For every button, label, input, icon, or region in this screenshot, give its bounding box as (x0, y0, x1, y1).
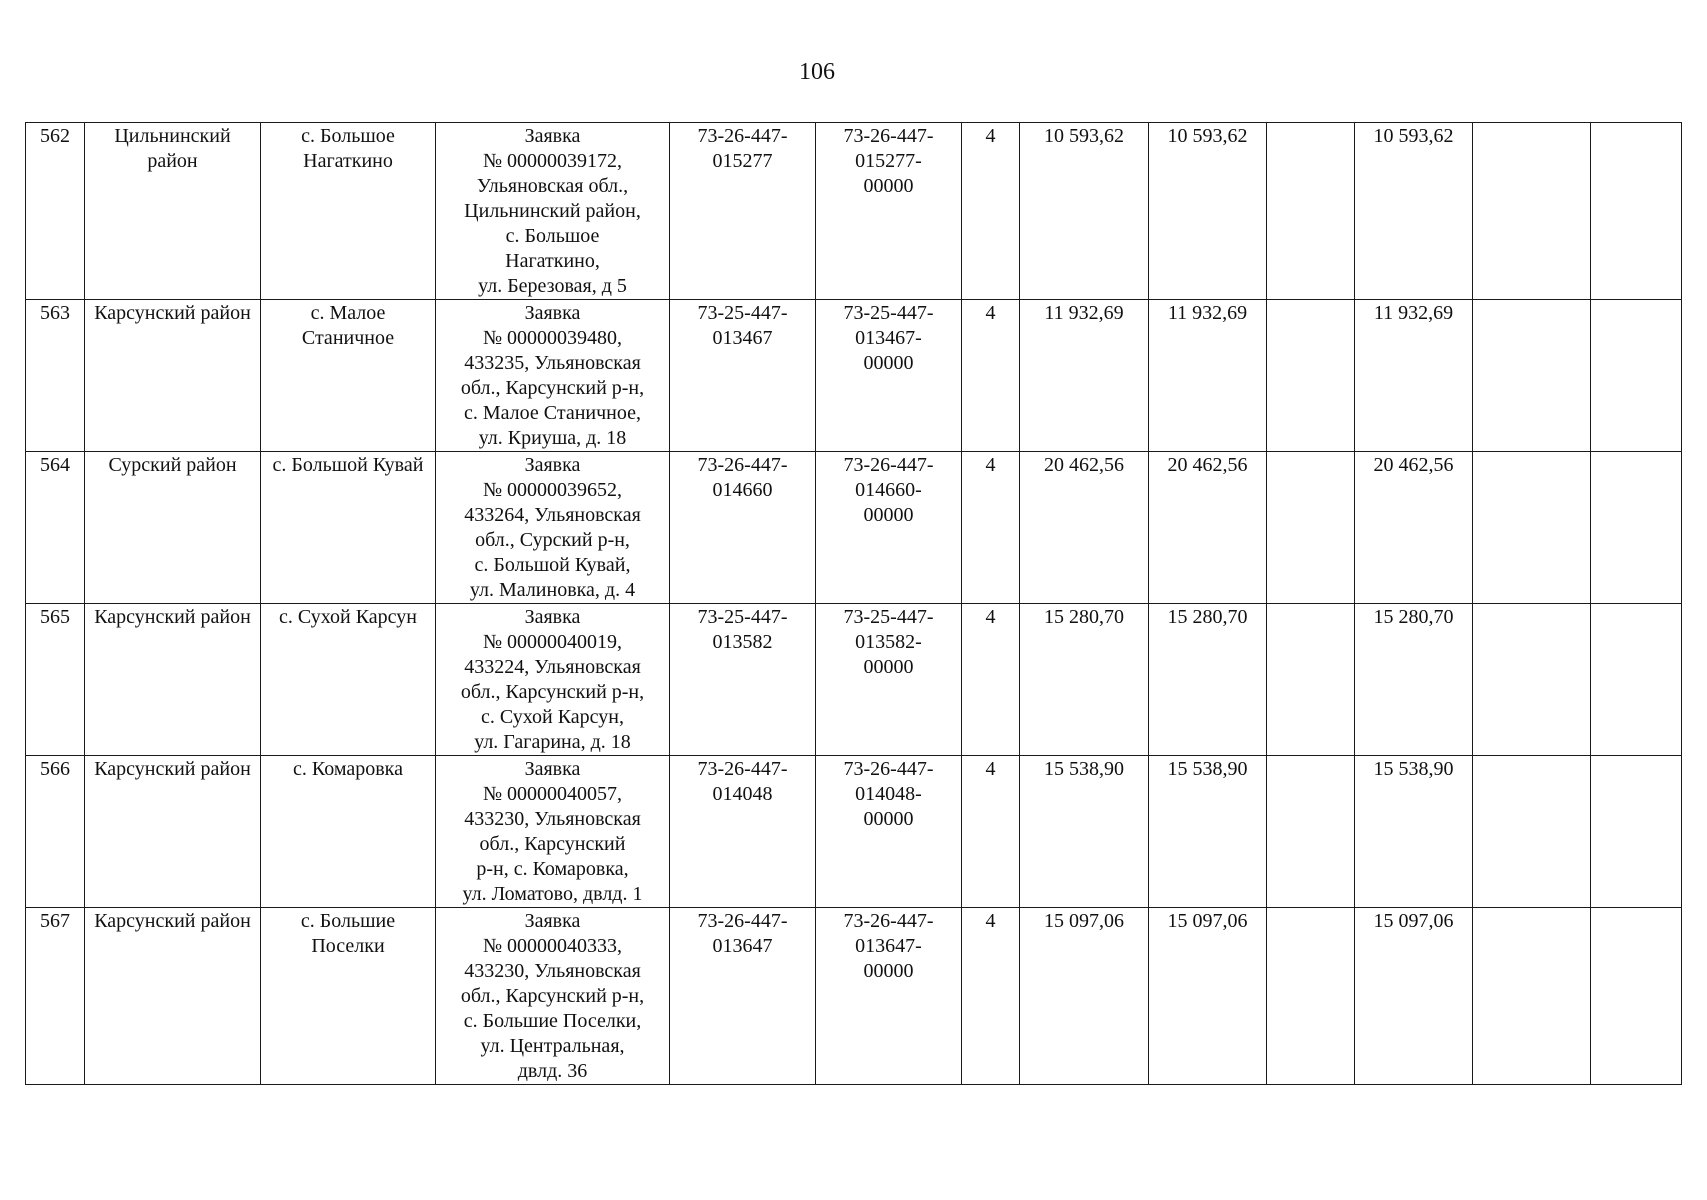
application-line: ул. Гагарина, д. 18 (474, 731, 631, 753)
table-row (26, 908, 1682, 1085)
amount-2-cell: 11 932,69 (1149, 300, 1267, 452)
code-full-line: 013582- (855, 631, 922, 653)
code-cell (670, 123, 816, 300)
application-line: № 00000040333, (482, 935, 623, 957)
code-line: 013582 (712, 631, 773, 653)
application-line: Заявка (524, 454, 581, 476)
settlement-cell: с. Большие Поселки (261, 908, 436, 1085)
amount-1-cell: 15 280,70 (1020, 604, 1149, 756)
code-cell (670, 604, 816, 756)
amount-1-cell: 11 932,69 (1020, 300, 1149, 452)
application-line: с. Большие Поселки, (463, 1010, 642, 1032)
amount-3-cell (1267, 908, 1355, 1085)
extra-2-cell (1591, 123, 1682, 300)
quantity-cell: 4 (962, 908, 1020, 1085)
amount-3-cell (1267, 604, 1355, 756)
code-full-line: 014048- (855, 783, 922, 805)
application-line: 433235, Ульяновская (464, 352, 641, 374)
application-line: № 00000040019, (482, 631, 623, 653)
code-line: 015277 (712, 150, 773, 172)
code-full-line: 00000 (863, 352, 914, 374)
application-line: двлд. 36 (517, 1060, 588, 1082)
amount-1-cell: 20 462,56 (1020, 452, 1149, 604)
row-number: 565 (26, 604, 85, 756)
amount-4-cell: 15 538,90 (1355, 756, 1473, 908)
application-line: обл., Карсунский р-н, (460, 681, 645, 703)
settlement-cell: с. Комаровка (261, 756, 436, 908)
application-line: обл., Карсунский р-н, (460, 377, 645, 399)
application-line: Заявка (524, 758, 581, 780)
code-line: 73-26-447- (697, 125, 788, 147)
code-full-line: 013467- (855, 327, 922, 349)
row-number: 566 (26, 756, 85, 908)
row-number: 564 (26, 452, 85, 604)
amount-4-cell: 20 462,56 (1355, 452, 1473, 604)
district-cell: Сурский район (85, 452, 261, 604)
code-full-line: 73-26-447- (843, 910, 934, 932)
code-full-cell (816, 604, 962, 756)
table-row (26, 756, 1682, 908)
amount-3-cell (1267, 756, 1355, 908)
amount-2-cell: 15 280,70 (1149, 604, 1267, 756)
application-line: № 00000040057, (482, 783, 623, 805)
extra-2-cell (1591, 908, 1682, 1085)
application-line: Заявка (524, 302, 581, 324)
quantity-cell: 4 (962, 123, 1020, 300)
district-cell: Карсунский район (85, 604, 261, 756)
table-row (26, 604, 1682, 756)
code-full-cell (816, 300, 962, 452)
application-cell (436, 908, 670, 1085)
amount-3-cell (1267, 452, 1355, 604)
application-line: Заявка (524, 125, 581, 147)
settlement-cell: с. Большое Нагаткино (261, 123, 436, 300)
code-full-line: 00000 (863, 504, 914, 526)
application-cell (436, 604, 670, 756)
registry-table-body (26, 123, 1682, 1085)
application-line: обл., Карсунский (479, 833, 626, 855)
application-line: с. Малое Станичное, (463, 402, 642, 424)
code-cell (670, 452, 816, 604)
application-line: с. Большое (505, 225, 600, 247)
code-full-line: 00000 (863, 960, 914, 982)
code-full-line: 73-26-447- (843, 758, 934, 780)
extra-2-cell (1591, 756, 1682, 908)
amount-4-cell: 15 280,70 (1355, 604, 1473, 756)
row-number: 563 (26, 300, 85, 452)
code-line: 73-26-447- (697, 454, 788, 476)
amount-1-cell: 10 593,62 (1020, 123, 1149, 300)
district-cell: Цильнинский район (85, 123, 261, 300)
extra-2-cell (1591, 604, 1682, 756)
application-line: № 00000039652, (482, 479, 623, 501)
application-cell (436, 452, 670, 604)
quantity-cell: 4 (962, 452, 1020, 604)
page-number: 106 (799, 59, 835, 85)
amount-2-cell: 15 097,06 (1149, 908, 1267, 1085)
code-full-line: 73-26-447- (843, 454, 934, 476)
code-full-line: 73-26-447- (843, 125, 934, 147)
quantity-cell: 4 (962, 756, 1020, 908)
district-cell: Карсунский район (85, 756, 261, 908)
code-full-cell (816, 756, 962, 908)
amount-2-cell: 15 538,90 (1149, 756, 1267, 908)
application-line: 433230, Ульяновская (464, 808, 641, 830)
code-cell (670, 756, 816, 908)
settlement-cell: с. Большой Кувай (261, 452, 436, 604)
code-cell (670, 300, 816, 452)
application-line: 433264, Ульяновская (464, 504, 641, 526)
code-full-line: 73-25-447- (843, 302, 934, 324)
row-number: 562 (26, 123, 85, 300)
code-line: 014660 (712, 479, 773, 501)
amount-1-cell: 15 538,90 (1020, 756, 1149, 908)
application-line: 433230, Ульяновская (464, 960, 641, 982)
district-cell: Карсунский район (85, 300, 261, 452)
application-line: ул. Ломатово, двлд. 1 (462, 883, 643, 905)
code-full-line: 00000 (863, 175, 914, 197)
application-cell (436, 300, 670, 452)
application-line: р-н, с. Комаровка, (476, 858, 629, 880)
application-line: ул. Криуша, д. 18 (478, 427, 627, 449)
application-line: № 00000039172, (482, 150, 623, 172)
amount-3-cell (1267, 300, 1355, 452)
settlement-cell: с. Сухой Карсун (261, 604, 436, 756)
row-number: 567 (26, 908, 85, 1085)
application-line: ул. Малиновка, д. 4 (469, 579, 636, 601)
code-full-line: 014660- (855, 479, 922, 501)
extra-1-cell (1473, 300, 1591, 452)
application-line: № 00000039480, (482, 327, 623, 349)
extra-2-cell (1591, 300, 1682, 452)
quantity-cell: 4 (962, 300, 1020, 452)
code-full-cell (816, 123, 962, 300)
code-full-cell (816, 452, 962, 604)
application-cell (436, 123, 670, 300)
table-row (26, 300, 1682, 452)
amount-4-cell: 10 593,62 (1355, 123, 1473, 300)
extra-1-cell (1473, 908, 1591, 1085)
application-line: обл., Карсунский р-н, (460, 985, 645, 1007)
code-line: 013647 (712, 935, 773, 957)
code-line: 73-26-447- (697, 758, 788, 780)
amount-2-cell: 10 593,62 (1149, 123, 1267, 300)
code-full-line: 00000 (863, 808, 914, 830)
application-line: Ульяновская обл., (476, 175, 629, 197)
settlement-cell: с. Малое Станичное (261, 300, 436, 452)
extra-1-cell (1473, 123, 1591, 300)
amount-4-cell: 15 097,06 (1355, 908, 1473, 1085)
table-row (26, 452, 1682, 604)
code-line: 013467 (712, 327, 773, 349)
application-line: Заявка (524, 910, 581, 932)
code-line: 73-25-447- (697, 302, 788, 324)
extra-1-cell (1473, 756, 1591, 908)
code-line: 014048 (712, 783, 773, 805)
code-cell (670, 908, 816, 1085)
district-cell: Карсунский район (85, 908, 261, 1085)
extra-2-cell (1591, 452, 1682, 604)
quantity-cell: 4 (962, 604, 1020, 756)
amount-2-cell: 20 462,56 (1149, 452, 1267, 604)
amount-3-cell (1267, 123, 1355, 300)
code-line: 73-25-447- (697, 606, 788, 628)
code-full-line: 00000 (863, 656, 914, 678)
extra-1-cell (1473, 604, 1591, 756)
application-line: ул. Березовая, д 5 (478, 275, 627, 297)
application-line: с. Большой Кувай, (474, 554, 631, 576)
application-line: с. Сухой Карсун, (481, 706, 624, 728)
code-full-line: 013647- (855, 935, 922, 957)
amount-4-cell: 11 932,69 (1355, 300, 1473, 452)
registry-table (25, 122, 1682, 1085)
application-line: 433224, Ульяновская (464, 656, 641, 678)
application-line: Цильнинский район, (464, 200, 641, 222)
table-row (26, 123, 1682, 300)
application-line: Нагаткино, (505, 250, 600, 272)
code-full-line: 015277- (855, 150, 922, 172)
code-full-line: 73-25-447- (843, 606, 934, 628)
code-full-cell (816, 908, 962, 1085)
code-line: 73-26-447- (697, 910, 788, 932)
amount-1-cell: 15 097,06 (1020, 908, 1149, 1085)
application-line: ул. Центральная, (480, 1035, 625, 1057)
application-cell (436, 756, 670, 908)
application-line: обл., Сурский р-н, (475, 529, 630, 551)
application-line: Заявка (524, 606, 581, 628)
extra-1-cell (1473, 452, 1591, 604)
